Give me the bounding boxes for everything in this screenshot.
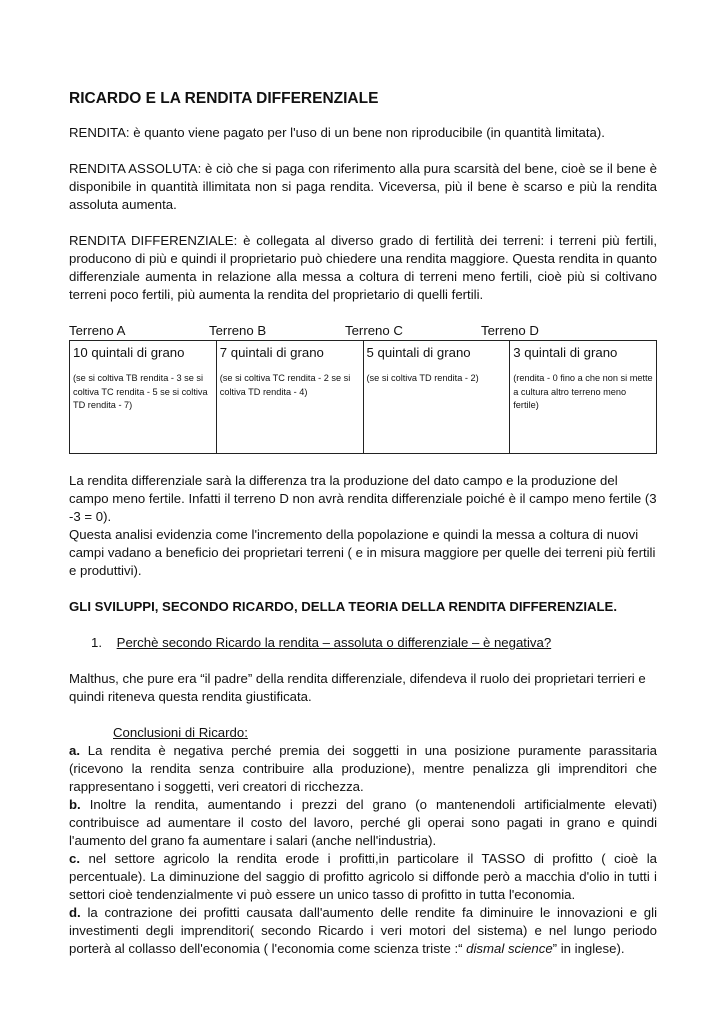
conclusione-letter: b. xyxy=(69,797,81,812)
heading-sviluppi: GLI SVILUPPI, SECONDO RICARDO, DELLA TEORIA DELLA RENDITA DIFFERENZIALE. xyxy=(69,599,618,614)
terreno-c-quantity: 5 quintali di grano xyxy=(366,345,471,360)
conclusione-tail: ” in inglese). xyxy=(552,941,625,956)
terreno-d-quantity: 3 quintali di grano xyxy=(513,345,618,360)
terreno-c-label: Terreno C xyxy=(345,323,403,338)
conclusione-letter: c. xyxy=(69,851,80,866)
conclusione-b xyxy=(69,796,657,850)
conclusione-text: la contrazione dei profitti causata dall'aumento delle rendite fa diminuire le innovazioni e gli investimenti degli imprenditori( secondo Ricardo i veri motori del sistema) e nel lungo periodo porterà al collasso dell'economia ( l'economia come scienza triste :“ xyxy=(69,905,657,956)
terreno-b-quantity: 7 quintali di grano xyxy=(219,345,324,360)
terreno-d-label: Terreno D xyxy=(481,323,539,338)
document-body xyxy=(69,89,657,958)
terreno-a-label: Terreno A xyxy=(69,323,126,338)
conclusione-c xyxy=(69,850,657,904)
terreno-b-label: Terreno B xyxy=(209,323,267,338)
page-title: RICARDO E LA RENDITA DIFFERENZIALE xyxy=(69,90,379,107)
question-number: 1. xyxy=(91,635,102,650)
paragraph-rendita-differenziale: RENDITA DIFFERENZIALE: è collegata al diverso grado di fertilità dei terreni: i terreni più fertili, producono di più e quindi il proprietario può chiedere una rendita maggiore. Questa rendita in quanto differenziale aumenta in relazione alla messa a coltura di terreni meno fertili, cioè più si coltivano terreni poco fertili, più aumenta la rendita del proprietario di quelli fertili. xyxy=(69,233,657,302)
terreno-a-note: (se si coltiva TB rendita - 3 se si coltiva TC rendita - 5 se si coltiva TD rendita - 7) xyxy=(73,373,208,410)
paragraph-analisi-2: Questa analisi evidenzia come l'incremento della popolazione e quindi la messa a coltura di nuovi campi vadano a beneficio dei proprietari terreni ( e in misura maggiore per quelle dei terreni più fertili e produttivi). xyxy=(69,527,656,578)
conclusione-text: La rendita è negativa perché premia dei soggetti in una posizione puramente parassitaria (ricevono la rendita senza contribuire alla produzione), mentre penalizza gli imprenditori che rappresentano i soggetti, veri creatori di ricchezza. xyxy=(69,743,657,794)
conclusione-text: Inoltre la rendita, aumentando i prezzi del grano (o mantenendoli artificialmente elevati) contribuisce ad aumentare il costo del lavoro, perché gli operai sono pagati in grano e quindi l'aumento del grano fa aumentare i salari (anche nell'industria). xyxy=(69,797,657,848)
conclusione-d xyxy=(69,904,657,958)
question-text: Perchè secondo Ricardo la rendita – assoluta o differenziale – è negativa? xyxy=(116,635,552,650)
terreni-table xyxy=(69,340,657,454)
paragraph-malthus: Malthus, che pure era “il padre” della rendita differenziale, difendeva il ruolo dei proprietari terrieri e quindi riteneva questa rendita giustificata. xyxy=(69,671,646,704)
conclusione-a xyxy=(69,742,657,796)
table-row xyxy=(70,341,657,454)
conclusione-text: nel settore agricolo la rendita erode i profitti,in particolare il TASSO di profitto ( cioè la percentuale). La diminuzione del saggio di profitto agricolo si diffonde però a macchia d'olio in tutti i settori cioè tendenzialmente vi può essere un unico tasso di profitto in tutta l'economia. xyxy=(69,851,657,902)
paragraph-analisi-1: La rendita differenziale sarà la differenza tra la produzione del dato campo e la produzione del campo meno fertile. Infatti il terreno D non avrà rendita differenziale poiché è il campo meno fertile (3 -3 = 0). xyxy=(69,473,657,524)
conclusioni-heading: Conclusioni di Ricardo: xyxy=(113,725,248,740)
paragraph-rendita-assoluta: RENDITA ASSOLUTA: è ciò che si paga con riferimento alla pura scarsità del bene, cioè se il bene è disponibile in quantità illimitata non si paga rendita. Viceversa, più il bene è scarso e più la rendita assoluta aumenta. xyxy=(69,161,657,212)
numbered-question xyxy=(69,634,657,652)
terreno-c-note: (se si coltiva TD rendita - 2) xyxy=(366,373,479,383)
paragraph-rendita: RENDITA: è quanto viene pagato per l'uso di un bene non riproducibile (in quantità limitata). xyxy=(69,125,605,140)
conclusione-letter: d. xyxy=(69,905,81,920)
conclusione-letter: a. xyxy=(69,743,80,758)
table-cell-terreno-c xyxy=(363,341,510,454)
terreno-d-note: (rendita - 0 fino a che non si mette a cultura altro terreno meno fertile) xyxy=(513,373,653,410)
table-cell-terreno-b xyxy=(216,341,363,454)
terreno-a-quantity: 10 quintali di grano xyxy=(73,345,185,360)
table-cell-terreno-a xyxy=(70,341,217,454)
terreni-labels xyxy=(69,322,657,340)
table-cell-terreno-d xyxy=(510,341,657,454)
conclusione-emphasis: dismal science xyxy=(466,941,553,956)
terreno-b-note: (se si coltiva TC rendita - 2 se si coltiva TD rendita - 4) xyxy=(219,373,351,397)
